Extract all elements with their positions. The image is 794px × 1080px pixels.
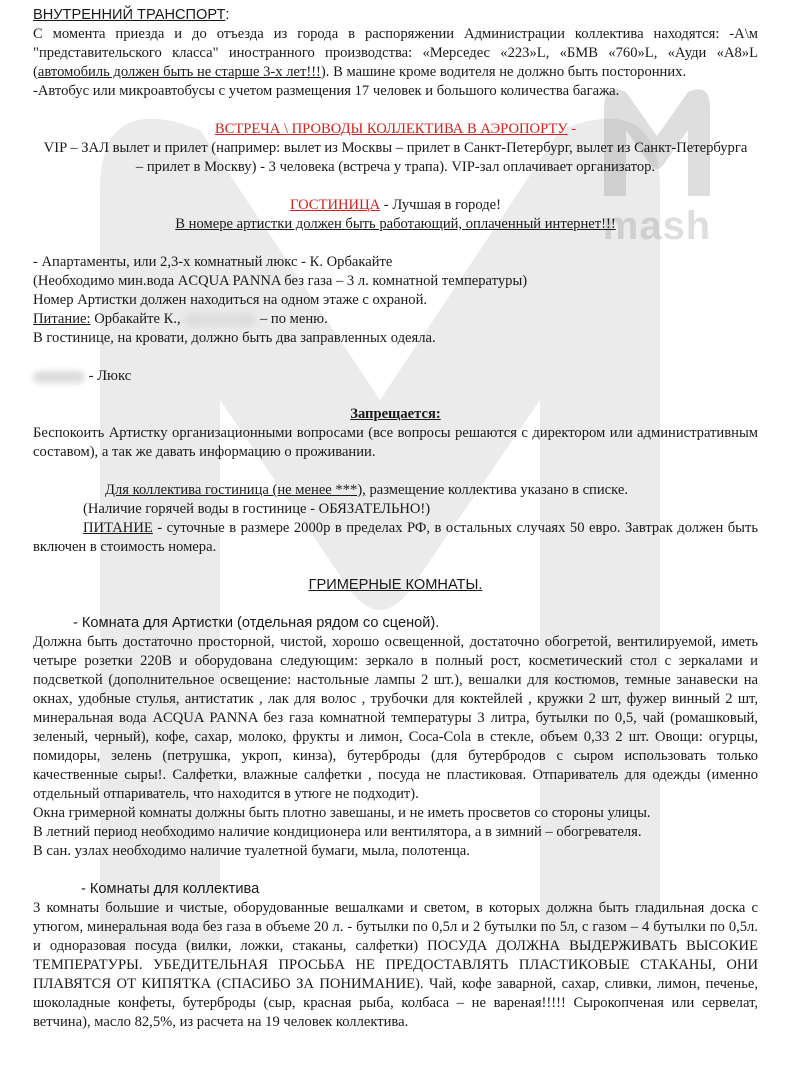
collective-hotel-line: Для коллектива гостиница (не менее ***), размещение коллектива указано в списке. xyxy=(105,482,628,498)
dressing-heading-line xyxy=(33,576,758,595)
team-rooms-heading: - Комнаты для коллектива xyxy=(81,881,260,897)
dressing-heading: ГРИМЕРНЫЕ КОМНАТЫ. xyxy=(308,577,483,593)
airport-heading-line: ВСТРЕЧА \ ПРОВОДЫ КОЛЛЕКТИВА В АЭРОПОРТУ - xyxy=(214,121,577,137)
forbidden-heading: Запрещается: xyxy=(350,406,441,422)
redacted-name xyxy=(33,371,85,383)
airport-text: VIP – ЗАЛ вылет и прилет (например: вылет из Москвы – прилет в Санкт-Петербург, вылет из Санкт-Петербурга – прилет в Москву) - 3 человека (встреча у трапа). VIP-зал оплачивает организатор. xyxy=(43,140,748,175)
redacted-name xyxy=(184,314,256,326)
dressing-artist-heading: - Комната для Артистки (отдельная рядом со сценой). xyxy=(73,615,440,631)
mash-watermark-text: mash xyxy=(602,204,712,248)
hotel-line-security: Номер Артистки должен находиться на одном этаже с охраной. xyxy=(33,292,428,308)
dressing-climate: В летний период необходимо наличие кондиционера или вентилятора, а в зимний – обогревателя. xyxy=(33,824,642,840)
hotel-line-food: Питание: Орбакайте К., – по меню. xyxy=(33,311,328,327)
dressing-toilet: В сан. узлах необходимо наличие туалетной бумаги, мыла, полотенца. xyxy=(33,843,470,859)
transport-paragraph: С момента приезда и до отъезда из города в распоряжении Администрации коллектива находятся: -А\м "представительского класса" иностранного производства: «Мерседес «223»L, «БМВ «760»L, «Ауди «А8»L (автомобиль должен быть не старше 3-х лет!!!). В машине кроме водителя не должно быть посторонних. xyxy=(33,26,758,80)
dressing-artist-text: Должна быть достаточно просторной, чистой, хорошо освещенной, достаточно обогретой, вентилируемой, иметь четыре розетки 220В и оборудована следующим: зеркало в полный рост, косметический стол с зеркалами и подсветкой (дополнительное освещение: настольные лампы 2 шт.), вешалки для костюмов, темные занавески на окнах, удобные стулья, антистатик , лак для волос , трубочки для коктейлей , кружки 2 шт, фужер винный 2 шт, минеральная вода ACQUA PANNA без газа комнатной температуры 3 литра, бутылки по 0,5, чай (ромашковый, зеленый, черный), кофе, сахар, молоко, фрукты и лимон, Coca-Cola в стекле, объем 0,33 2 шт. Овощи: огурцы, помидоры, зелень (петрушка, укроп, кинза), бутерброды (для бутербродов с сыром использовать только качественные сыры!. Салфетки, влажные салфетки , посуда не пластиковая. Отпариватель для одежды (именно отдельный отпариватель, что находится в утюге не подходит). xyxy=(33,634,758,802)
forbidden-text: Беспокоить Артистку организационными вопросами (все вопросы решаются с директором или административным составом), а так же давать информацию о проживании. xyxy=(33,425,758,460)
team-rooms-text: 3 комнаты большие и чистые, оборудованные вешалками и светом, в которых должна быть гладильная доска с утюгом, минеральная вода без газа в объеме 20 л. - бутылки по 0,5л и 2 бутылки по 5л, с газом – 4 бутылки по 0,5л. и одноразовая посуда (вилки, ложки, стаканы, салфетки) ПОСУДА ДОЛЖНА ВЫДЕРЖИВАТЬ ВЫСОКИЕ ТЕМПЕРАТУРЫ. УБЕДИТЕЛЬНАЯ ПРОСЬБА НЕ ПРЕДОСТАВЛЯТЬ ПЛАСТИКОВЫЕ СТАКАНЫ, ОНИ ПЛАВЯТСЯ ОТ КИПЯТКА (СПАСИБО ЗА ПОНИМАНИЕ). Чай, кофе заварной, сахар, сливки, лимон, печенье, шоколадные конфеты, бутерброды (сыр, красная рыба, колбаса – не вареная!!!!! Сырокопченая или сервелат, ветчина), масло 82,5%, из расчета на 19 человек коллектива. xyxy=(33,900,758,1030)
hotel-line-blankets: В гостинице, на кровати, должно быть два заправленных одеяла. xyxy=(33,330,436,346)
hotel-line-water: (Необходимо мин.вода ACQUA PANNA без газа – 3 л. комнатной температуры) xyxy=(33,273,528,289)
dressing-windows: Окна гримерной комнаты должны быть плотно завешаны, и не иметь просветов со стороны улицы. xyxy=(33,805,651,821)
airport-heading: ВСТРЕЧА \ ПРОВОДЫ КОЛЛЕКТИВА В АЭРОПОРТУ xyxy=(214,121,568,137)
hotel-internet: В номере артистки должен быть работающий, оплаченный интернет!!! xyxy=(175,216,616,232)
hotel-heading: ГОСТИНИЦА xyxy=(290,197,381,213)
hotel-line-apartments: - Апартаменты, или 2,3-х комнатный люкс - К. Орбакайте xyxy=(33,254,393,270)
forbidden-heading-line xyxy=(33,405,758,424)
collective-hot-water: (Наличие горячей воды в гостинице - ОБЯЗАТЕЛЬНО!) xyxy=(83,501,431,517)
transport-bus: -Автобус или микроавтобусы с учетом размещения 17 человек и большого количества багажа. xyxy=(33,83,620,99)
transport-heading: ВНУТРЕННИЙ ТРАНСПОРТ xyxy=(33,7,226,23)
hotel-heading-line: ГОСТИНИЦА - Лучшая в городе! xyxy=(290,197,501,213)
hotel-lux-line: - Люкс xyxy=(33,367,758,386)
document-page xyxy=(33,6,758,1032)
transport-heading-line: ВНУТРЕННИЙ ТРАНСПОРТ: xyxy=(33,7,230,23)
collective-food: ПИТАНИЕ - суточные в размере 2000р в пределах РФ, в остальных случаях 50 евро. Завтрак должен быть включен в стоимость номера. xyxy=(33,520,758,555)
